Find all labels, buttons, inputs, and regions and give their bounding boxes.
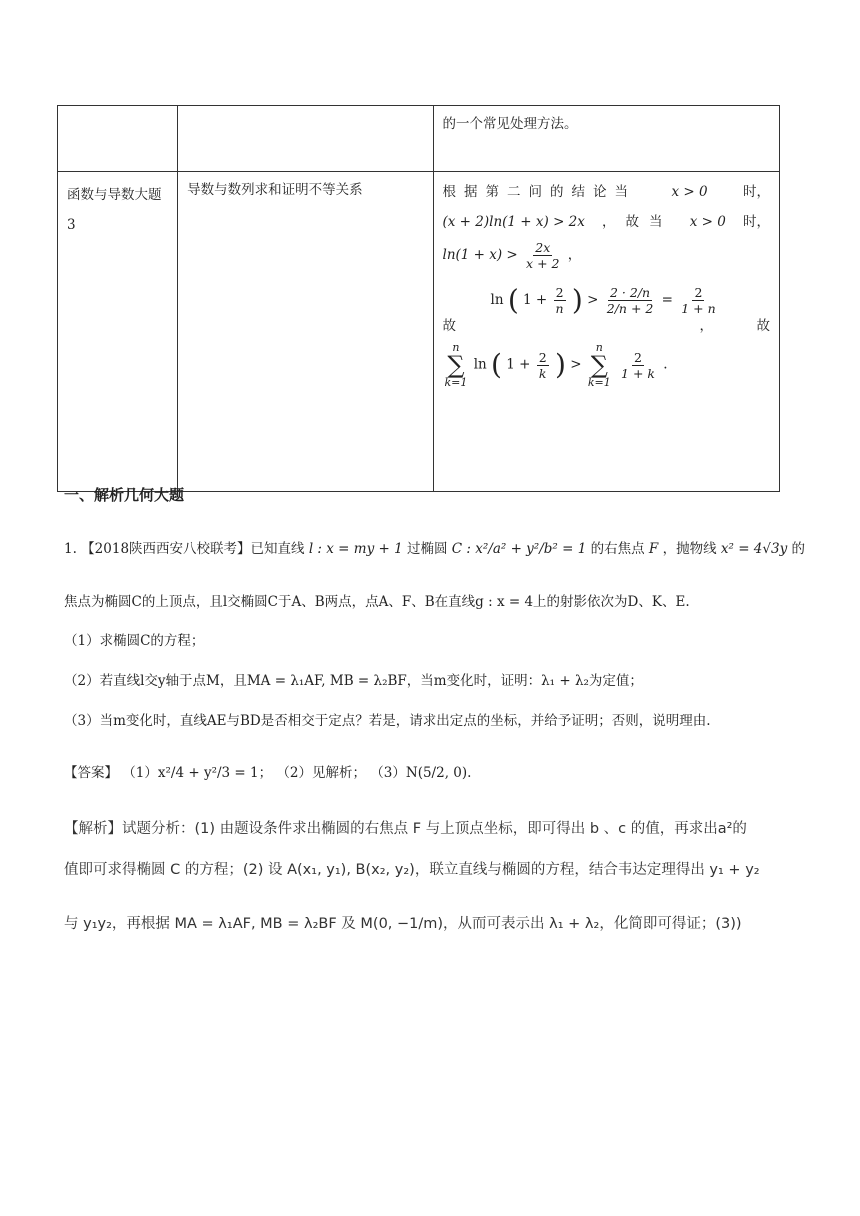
text-fragment: 根据第二问的结论当 xyxy=(442,184,636,200)
table-cell xyxy=(58,106,178,172)
table-row xyxy=(58,172,780,492)
question-3: （3）当m变化时，直线AE与BD是否相交于定点？若是，请求出定点的坐标，并给予证明；否则，说明理由. xyxy=(64,713,711,729)
math-fragment: l : x = my + 1 xyxy=(308,541,403,557)
denominator: 1 + n xyxy=(681,301,716,316)
sum-operator xyxy=(445,342,468,388)
sum-upper: n xyxy=(452,341,460,354)
math-fragment: 1 + xyxy=(506,356,531,373)
right-paren: ) xyxy=(571,283,583,317)
text-fragment: 1. 【2018陕西西安八校联考】已知直线 xyxy=(64,541,305,557)
answer-part: （1）x²/4 + y²/3 = 1； xyxy=(122,765,273,781)
fraction xyxy=(524,240,561,271)
math-line xyxy=(443,240,771,271)
sum-operator xyxy=(588,342,611,388)
text-fragment: 时， xyxy=(742,184,770,200)
sigma-icon: ∑ xyxy=(590,351,608,379)
math-fragment: x > 0 xyxy=(689,214,726,230)
answer-part: （2）见解析； xyxy=(276,765,366,781)
answer-part: （3）N(5/2, 0). xyxy=(370,765,472,781)
math-fragment: 1 + xyxy=(523,292,548,308)
left-paren: ( xyxy=(507,283,519,317)
table-cell xyxy=(178,172,433,492)
denominator: 1 + k xyxy=(621,365,655,381)
analysis-line-3: 与 y₁y₂，再根据 MA = λ₁AF, MB = λ₂BF 及 M(0, −1/m)，从而可表示出 λ₁ + λ₂，化简即可得证；(3)) xyxy=(64,916,742,932)
numerator: 2 xyxy=(538,349,547,365)
math-line xyxy=(443,342,771,388)
table-cell xyxy=(433,106,780,172)
numerator: 2 · 2/n xyxy=(610,285,651,300)
fraction xyxy=(619,350,657,381)
question-2: （2）若直线l交y轴于点M，且MA = λ₁AF, MB = λ₂BF，当m变化时，证明：λ₁ + λ₂为定值； xyxy=(64,673,643,689)
math-fragment: ln xyxy=(490,292,504,308)
left-paren: ( xyxy=(491,348,502,381)
math-fragment: > xyxy=(570,356,582,373)
fraction xyxy=(679,285,717,316)
method-label: 导数与数列求和证明不等关系 xyxy=(187,182,363,198)
section-heading: 一、解析几何大题 xyxy=(64,486,185,504)
numerator: 2 xyxy=(634,349,642,365)
math-line xyxy=(443,212,771,232)
math-fragment: = xyxy=(661,292,673,308)
denominator: x + 2 xyxy=(526,256,560,271)
text-fragment: 过椭圆 xyxy=(407,541,448,557)
table-cell xyxy=(433,172,780,492)
denominator: 2/n + 2 xyxy=(606,301,654,316)
text-fragment: . xyxy=(663,356,668,373)
numerator: 2 xyxy=(555,285,564,300)
math-line xyxy=(443,316,771,336)
right-paren: ) xyxy=(554,348,566,381)
fraction xyxy=(554,285,566,316)
math-line xyxy=(443,285,771,316)
math-fragment: x² = 4√3y xyxy=(720,541,788,557)
numerator: 2x xyxy=(535,240,551,255)
problem-line-1 xyxy=(64,538,805,560)
problem-line-2: 焦点为椭圆C的上顶点，且l交椭圆C于A、B两点，点A、F、B在直线g : x = 4上的射影依次为D、K、E. xyxy=(64,594,690,610)
table-cell xyxy=(58,172,178,492)
math-fragment: F xyxy=(648,541,659,557)
math-fragment: (x + 2)ln(1 + x) > 2x xyxy=(442,214,585,230)
answer-line xyxy=(64,762,471,784)
text-fragment: 的右焦点 xyxy=(590,541,645,557)
analysis-line-1: 【解析】试题分析：(1) 由题设条件求出椭圆的右焦点 F 与上顶点坐标，即可得出 b 、c 的值，再求出a²的 xyxy=(64,821,747,837)
text-fragment: ，抛物线 xyxy=(662,541,717,557)
denominator: n xyxy=(555,301,564,316)
fraction xyxy=(605,285,656,316)
math-fragment: ln xyxy=(473,356,487,373)
math-line xyxy=(443,182,771,202)
text-fragment: 故 xyxy=(756,318,770,334)
text-fragment: ，故当 xyxy=(602,214,673,230)
numerator: 2 xyxy=(694,285,703,300)
text-fragment: 时， xyxy=(743,214,770,230)
sigma-icon: ∑ xyxy=(447,351,465,379)
analysis-line-2: 值即可求得椭圆 C 的方程；(2) 设 A(x₁, y₁), B(x₂, y₂)，联立直线与椭圆的方程，结合韦达定理得出 y₁ + y₂ xyxy=(64,862,760,878)
math-fragment: C : x²/a² + y²/b² = 1 xyxy=(451,541,587,557)
sum-lower: k=1 xyxy=(587,376,611,389)
text-fragment: ， xyxy=(699,318,713,334)
math-fragment: ln(1 + x) > xyxy=(442,247,518,263)
denominator: k xyxy=(538,365,547,381)
math-fragment: > xyxy=(587,292,599,308)
fraction xyxy=(537,350,549,381)
text-fragment: 故 xyxy=(442,318,456,334)
text-fragment: 的 xyxy=(791,541,805,557)
topic-label: 函数与导数大题3 xyxy=(67,187,162,233)
sum-upper: n xyxy=(595,341,603,354)
table-row xyxy=(58,106,780,172)
summary-table xyxy=(57,105,780,492)
answer-label: 【答案】 xyxy=(64,765,118,781)
table-cell xyxy=(178,106,433,172)
cell-text: 的一个常见处理方法。 xyxy=(442,116,578,132)
text-fragment: ， xyxy=(567,247,582,263)
math-fragment: x > 0 xyxy=(671,184,708,200)
sum-lower: k=1 xyxy=(444,376,468,389)
question-1: （1）求椭圆C的方程； xyxy=(64,633,205,649)
